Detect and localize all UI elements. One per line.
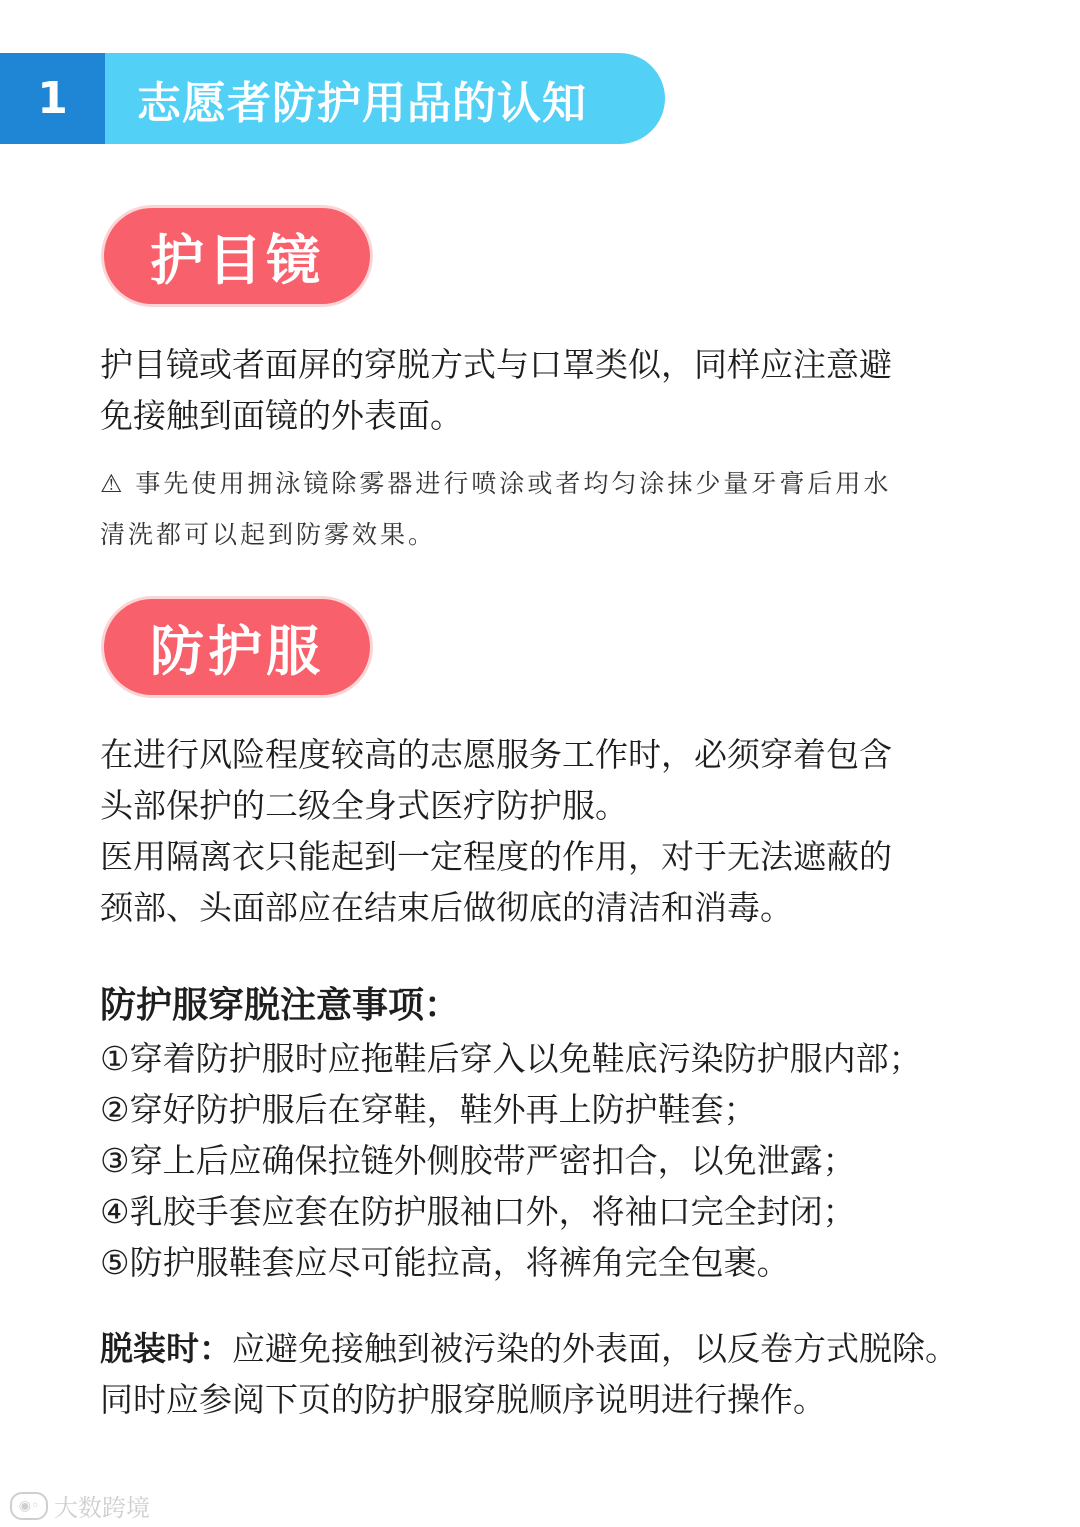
goggles-note-line-2: 清洗都可以起到防雾效果。: [100, 520, 437, 549]
suit-line-1: 在进行风险程度较高的志愿服务工作时，必须穿着包含: [100, 735, 892, 774]
suit-note-1: ①穿着防护服时应拖鞋后穿入以免鞋底污染防护服内部；: [100, 1039, 922, 1078]
goggles-note: [100, 458, 1000, 560]
watermark-text: 大数跨境: [54, 1494, 150, 1522]
suit-line-3: 医用隔离衣只能起到一定程度的作用，对于无法遮蔽的: [100, 837, 892, 876]
suit-notes-list: [100, 1033, 1020, 1288]
goggles-line-1: 护目镜或者面屏的穿脱方式与口罩类似，同样应注意避: [100, 345, 892, 384]
suit-line-2: 头部保护的二级全身式医疗防护服。: [100, 786, 628, 825]
suit-line-4: 颈部、头面部应在结束后做彻底的清洁和消毒。: [100, 888, 793, 927]
section-number: 1: [0, 53, 105, 144]
section-title: 志愿者防护用品的认知: [105, 53, 665, 144]
removal-line-2: 同时应参阅下页的防护服穿脱顺序说明进行操作。: [100, 1380, 826, 1419]
goggles-description: [100, 339, 1000, 441]
removal-instructions: [100, 1323, 1020, 1425]
suit-notes-heading: 防护服穿脱注意事项：: [100, 985, 461, 1026]
weibo-logo-icon: ◉◦: [10, 1492, 48, 1520]
goggles-line-2: 免接触到面镜的外表面。: [100, 396, 463, 435]
warning-icon: ⚠: [100, 469, 126, 498]
goggles-note-line-1: 事先使用拥泳镜除雾器进行喷涂或者均匀涂抹少量牙膏后用水: [135, 469, 892, 498]
goggles-tag: 护目镜: [104, 208, 370, 304]
removal-text: 应避免接触到被污染的外表面，以反卷方式脱除。: [232, 1329, 958, 1368]
suit-note-5: ⑤防护服鞋套应尽可能拉高，将裤角完全包裹。: [100, 1243, 790, 1282]
suit-tag: 防护服: [104, 599, 370, 695]
watermark: [10, 1488, 150, 1523]
suit-note-2: ②穿好防护服后在穿鞋，鞋外再上防护鞋套；: [100, 1090, 757, 1129]
suit-note-4: ④乳胶手套应套在防护服袖口外，将袖口完全封闭；: [100, 1192, 856, 1231]
suit-note-3: ③穿上后应确保拉链外侧胶带严密扣合，以免泄露；: [100, 1141, 856, 1180]
suit-description: [100, 729, 1000, 933]
removal-label: 脱装时：: [100, 1329, 232, 1368]
